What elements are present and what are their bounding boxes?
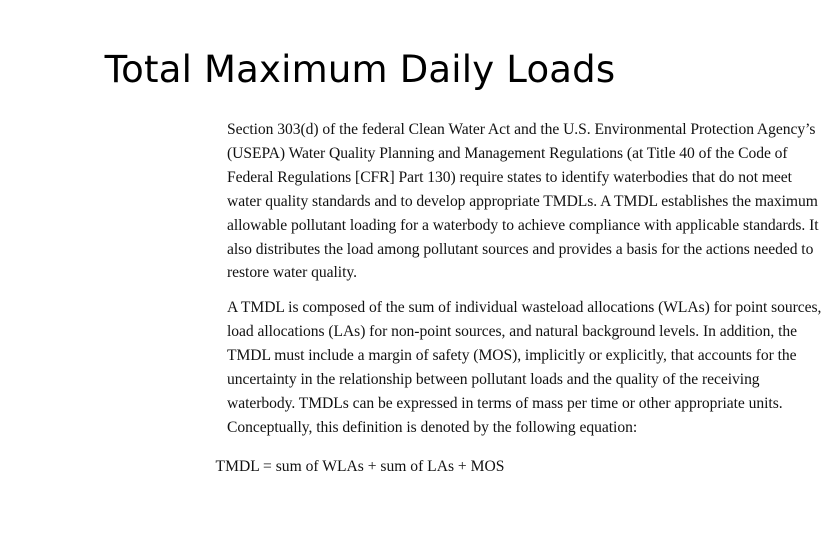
text-line: Federal Regulations [CFR] Part 130) require states to identify waterbodies that do not meet [227, 168, 792, 186]
text-line: restore water quality. [227, 264, 357, 282]
paragraph-section-303d [227, 118, 819, 285]
paragraph-tmdl-definition [227, 296, 821, 439]
text-line: A TMDL is composed of the sum of individual wasteload allocations (WLAs) for point sources, [227, 299, 821, 317]
text-line: Section 303(d) of the federal Clean Water Act and the U.S. Environmental Protection Agency’s [227, 121, 816, 138]
text-line: water quality standards and to develop appropriate TMDLs. A TMDL establishes the maximum [227, 192, 818, 210]
text-line: (USEPA) Water Quality Planning and Management Regulations (at Title 40 of the Code of [227, 144, 788, 162]
slide-body [227, 118, 821, 440]
text-line: allowable pollutant loading for a waterbody to achieve compliance with applicable standards. It [227, 216, 819, 234]
text-line: TMDL must include a margin of safety (MOS), implicitly or explicitly, that accounts for the [227, 347, 797, 365]
slide-title: Total Maximum Daily Loads [104, 48, 616, 91]
text-line: waterbody. TMDLs can be expressed in terms of mass per time or other appropriate units. [227, 394, 783, 412]
tmdl-equation [0, 456, 720, 478]
text-line: Conceptually, this definition is denoted by the following equation: [227, 418, 638, 436]
text-line: also distributes the load among pollutant sources and provides a basis for the actions needed to [227, 240, 814, 258]
equation-text: TMDL = sum of WLAs + sum of LAs + MOS [215, 458, 505, 475]
text-line: load allocations (LAs) for non-point sources, and natural background levels. In addition, the [227, 323, 797, 341]
text-line: uncertainty in the relationship between pollutant loads and the quality of the receiving [227, 371, 760, 389]
